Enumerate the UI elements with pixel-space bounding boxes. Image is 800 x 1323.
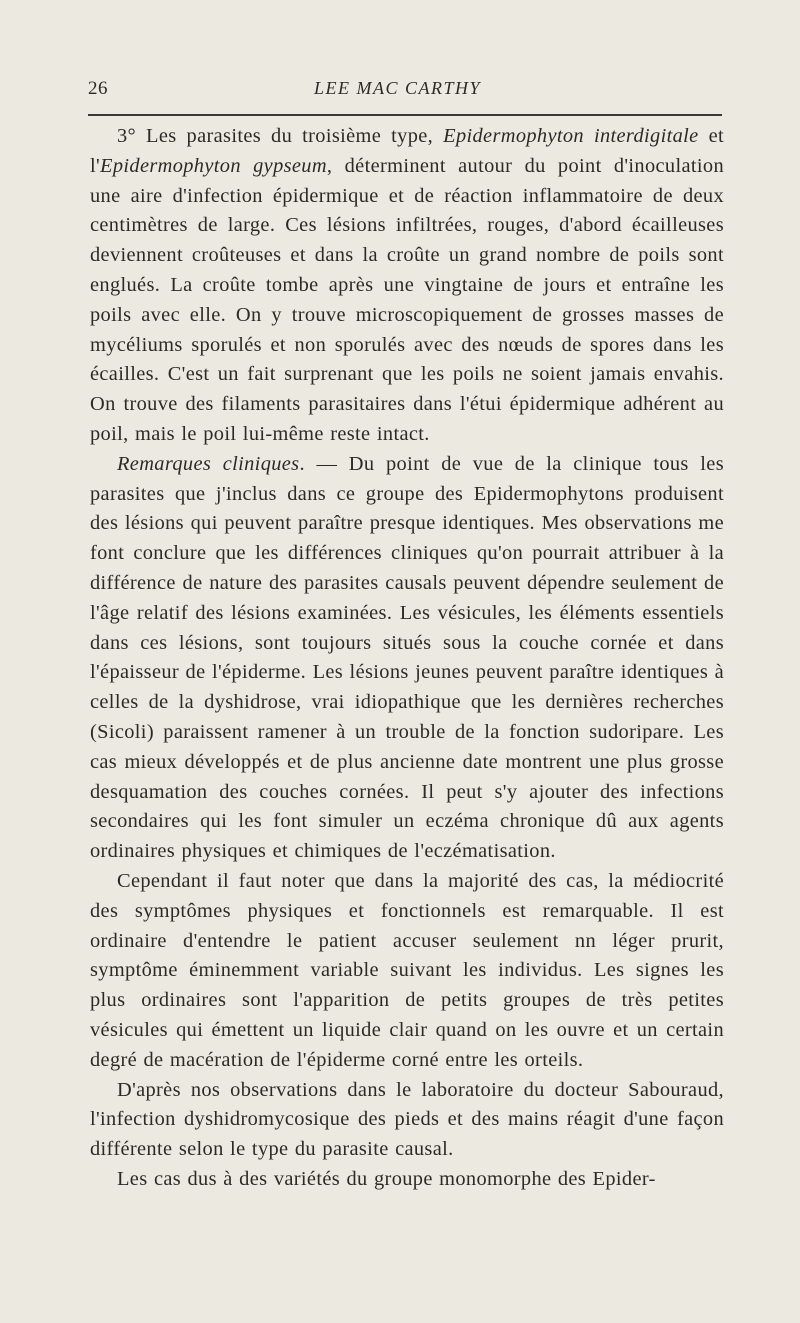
- text-run: D'après nos observations dans le laboratoire du docteur Sabouraud, l'infection dyshidromycosique des pieds et des mains réagit d'une façon différente selon le type du parasite causal.: [90, 1078, 724, 1161]
- italic-text: Remarques cliniques: [117, 452, 300, 475]
- header-rule: [88, 114, 722, 116]
- italic-text: Epidermophyton gypseum: [100, 154, 327, 177]
- paragraph: [90, 450, 724, 867]
- paragraph: [90, 1165, 724, 1195]
- paragraph: [90, 1076, 724, 1165]
- text-run: 3° Les parasites du troisième type,: [117, 125, 444, 147]
- body-text: [90, 122, 724, 1195]
- page-number: 26: [88, 78, 108, 99]
- text-run: et l': [90, 125, 724, 177]
- italic-text: Epidermophyton interdigitale: [443, 125, 699, 147]
- text-run: . — Du point de vue de la clinique tous les parasites que j'inclus dans ce groupe des Epidermophytons produisent des lésions qui peuvent paraître presque identiques. Mes observations me font conclure que les différences cliniques qu'on pourrait attribuer à la différence de nature des parasites causals peuvent dépendre seulement de l'âge relatif des lésions examinées. Les vésicules, les éléments essentiels dans ces lésions, sont toujours situés sous la couche cornée et dans l'épaisseur de l'épiderme. Les lésions jeunes peuvent paraître identiques à celles de la dyshidrose, vrai idiopathique que les dernières recherches (Sicoli) paraissent ramener à un trouble de la fonction sudoripare. Les cas mieux développés et de plus ancienne date montrent une plus grosse desquamation des couches cornées. Il peut s'y ajouter des infections secondaires qui les font simuler un eczéma chronique dû aux agents ordinaires physiques et chimiques de l'eczématisation.: [90, 452, 724, 863]
- page-header: [88, 78, 724, 108]
- text-run: Cependant il faut noter que dans la majorité des cas, la médiocrité des symptômes physiques et fonctionnels est remarquable. Il est ordinaire d'entendre le patient accuser seulement nn léger prurit, symptôme éminemment variable suivant les individus. Les signes les plus ordinaires sont l'apparition de petits groupes de très petites vésicules qui émettent un liquide clair quand on les ouvre et un certain degré de macération de l'épiderme corné entre les orteils.: [90, 869, 724, 1071]
- paragraph: [90, 867, 724, 1076]
- text-run: Les cas dus à des variétés du groupe monomorphe des Epider-: [117, 1167, 656, 1190]
- text-run: , déterminent autour du point d'inoculation une aire d'infection épidermique et de réaction inflammatoire de deux centimètres de large. Ces lésions infiltrées, rouges, d'abord écailleuses deviennent croûteuses et dans la croûte un grand nombre de poils sont englués. La croûte tombe après une vingtaine de jours et entraîne les poils avec elle. On y trouve microscopiquement de grosses masses de mycéliums sporulés et non sporulés avec des nœuds de spores dans les écailles. C'est un fait surprenant que les poils ne soient jamais envahis. On trouve des filaments parasitaires dans l'étui épidermique adhérent au poil, mais le poil lui-même reste intact.: [90, 154, 724, 445]
- running-head: LEE MAC CARTHY: [314, 78, 482, 98]
- paragraph: [90, 122, 724, 450]
